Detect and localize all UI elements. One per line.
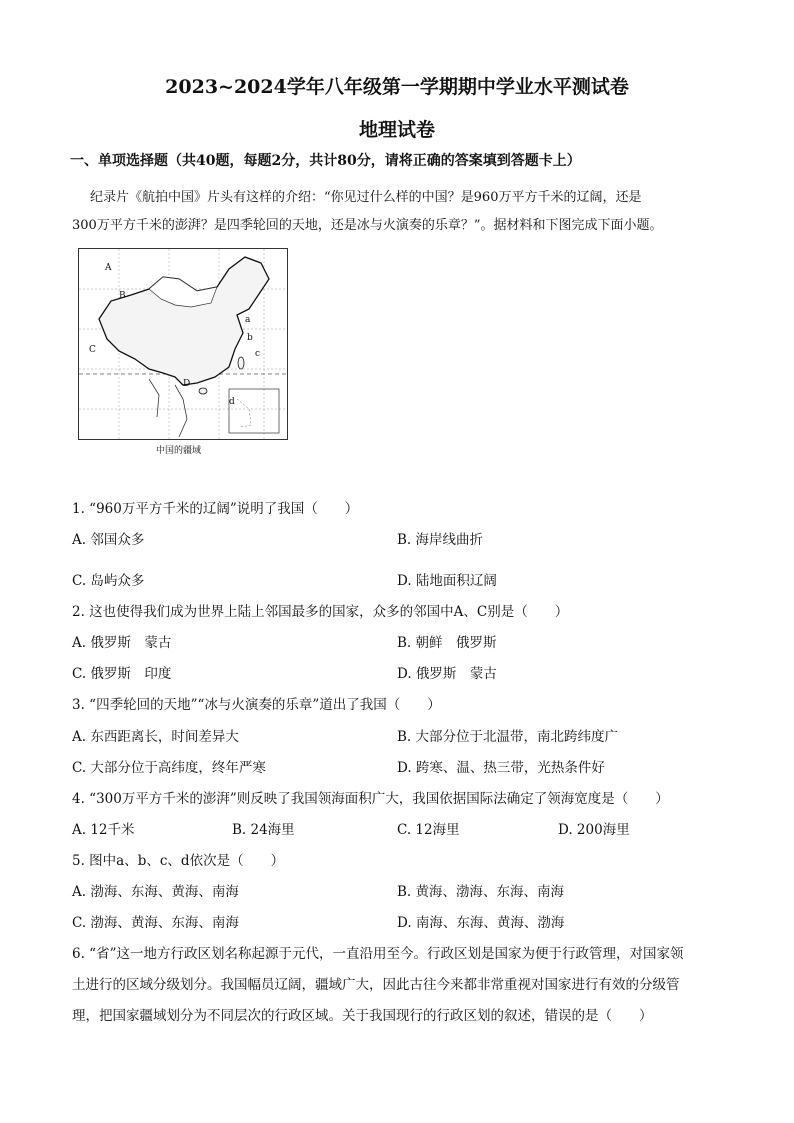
map-label-b-lower: b [247, 333, 253, 343]
map-label-a-lower: a [245, 315, 251, 325]
question-5: 5. 图中a、b、c、d依次是（ ） [72, 853, 285, 869]
map-caption: 中国的疆域 [156, 446, 202, 456]
q5-option-c: C. 渤海、黄海、东海、南海 [72, 915, 239, 931]
question-6-line-1: 6. “省”这一地方行政区划名称起源于元代，一直沿用至今。行政区划是国家为便于行政管理，对国家领 [72, 946, 684, 962]
q4-option-c: C. 12海里 [397, 822, 460, 838]
map-label-d-lower: d [229, 397, 235, 407]
q1-option-c: C. 岛屿众多 [72, 573, 145, 589]
question-1: 1. “960万平方千米的辽阔”说明了我国（ ） [72, 501, 359, 517]
q2-option-b: B. 朝鲜 俄罗斯 [397, 635, 497, 651]
map-label-b-upper: B [119, 291, 126, 301]
q5-option-b: B. 黄海、渤海、东海、南海 [397, 884, 565, 900]
q4-option-b: B. 24海里 [232, 822, 295, 838]
q5-option-d: D. 南海、东海、黄海、渤海 [397, 915, 565, 931]
q2-option-c: C. 俄罗斯 印度 [72, 666, 172, 682]
question-4: 4. “300万平方千米的澎湃”则反映了我国领海面积广大，我国依据国际法确定了领海宽度是（ ） [72, 791, 669, 807]
section-heading: 一、单项选择题（共40题，每题2分，共计80分，请将正确的答案填到答题卡上） [70, 153, 581, 169]
map-label-d-upper: D [183, 379, 191, 389]
intro-line-1: 纪录片《航拍中国》片头有这样的介绍：“你见过什么样的中国？是960万平方千米的辽阔，还是 [90, 190, 642, 205]
question-2: 2. 这也使得我们成为世界上陆上邻国最多的国家，众多的邻国中A、C别是（ ） [72, 604, 569, 620]
q2-option-d: D. 俄罗斯 蒙古 [397, 666, 497, 682]
q2-option-a: A. 俄罗斯 蒙古 [72, 635, 172, 651]
q4-option-d: D. 200海里 [558, 822, 630, 838]
map-label-c-upper: C [89, 345, 96, 355]
q3-option-d: D. 跨寒、温、热三带，光热条件好 [397, 760, 605, 776]
q1-option-a: A. 邻国众多 [72, 532, 145, 548]
q3-option-a: A. 东西距离长，时间差异大 [72, 729, 239, 745]
intro-line-2: 300万平方千米的澎湃？是四季轮回的天地，还是冰与火演奏的乐章？”。据材料和下图完成下面小题。 [72, 218, 663, 233]
question-6-line-2: 土进行的区域分级划分。我国幅员辽阔，疆域广大，因此古往今来都非常重视对国家进行有效的分级管 [72, 977, 680, 993]
china-territory-map [78, 248, 288, 440]
question-6-line-3: 理，把国家疆域划分为不同层次的行政区域。关于我国现行的行政区划的叙述，错误的是（ ） [72, 1008, 653, 1024]
q1-option-b: B. 海岸线曲折 [397, 532, 484, 548]
exam-title: 2023~2024学年八年级第一学期期中学业水平测试卷 [165, 76, 629, 98]
question-3: 3. “四季轮回的天地”“冰与火演奏的乐章”道出了我国（ ） [72, 697, 441, 713]
map-label-c-lower: c [255, 349, 261, 359]
map-label-a-upper: A [105, 263, 112, 273]
q5-option-a: A. 渤海、东海、黄海、南海 [72, 884, 239, 900]
map-graphic [79, 249, 287, 439]
exam-subtitle: 地理试卷 [358, 119, 435, 141]
q3-option-b: B. 大部分位于北温带，南北跨纬度广 [397, 729, 619, 745]
q1-option-d: D. 陆地面积辽阔 [397, 573, 497, 589]
q4-option-a: A. 12千米 [72, 822, 135, 838]
q3-option-c: C. 大部分位于高纬度，终年严寒 [72, 760, 266, 776]
